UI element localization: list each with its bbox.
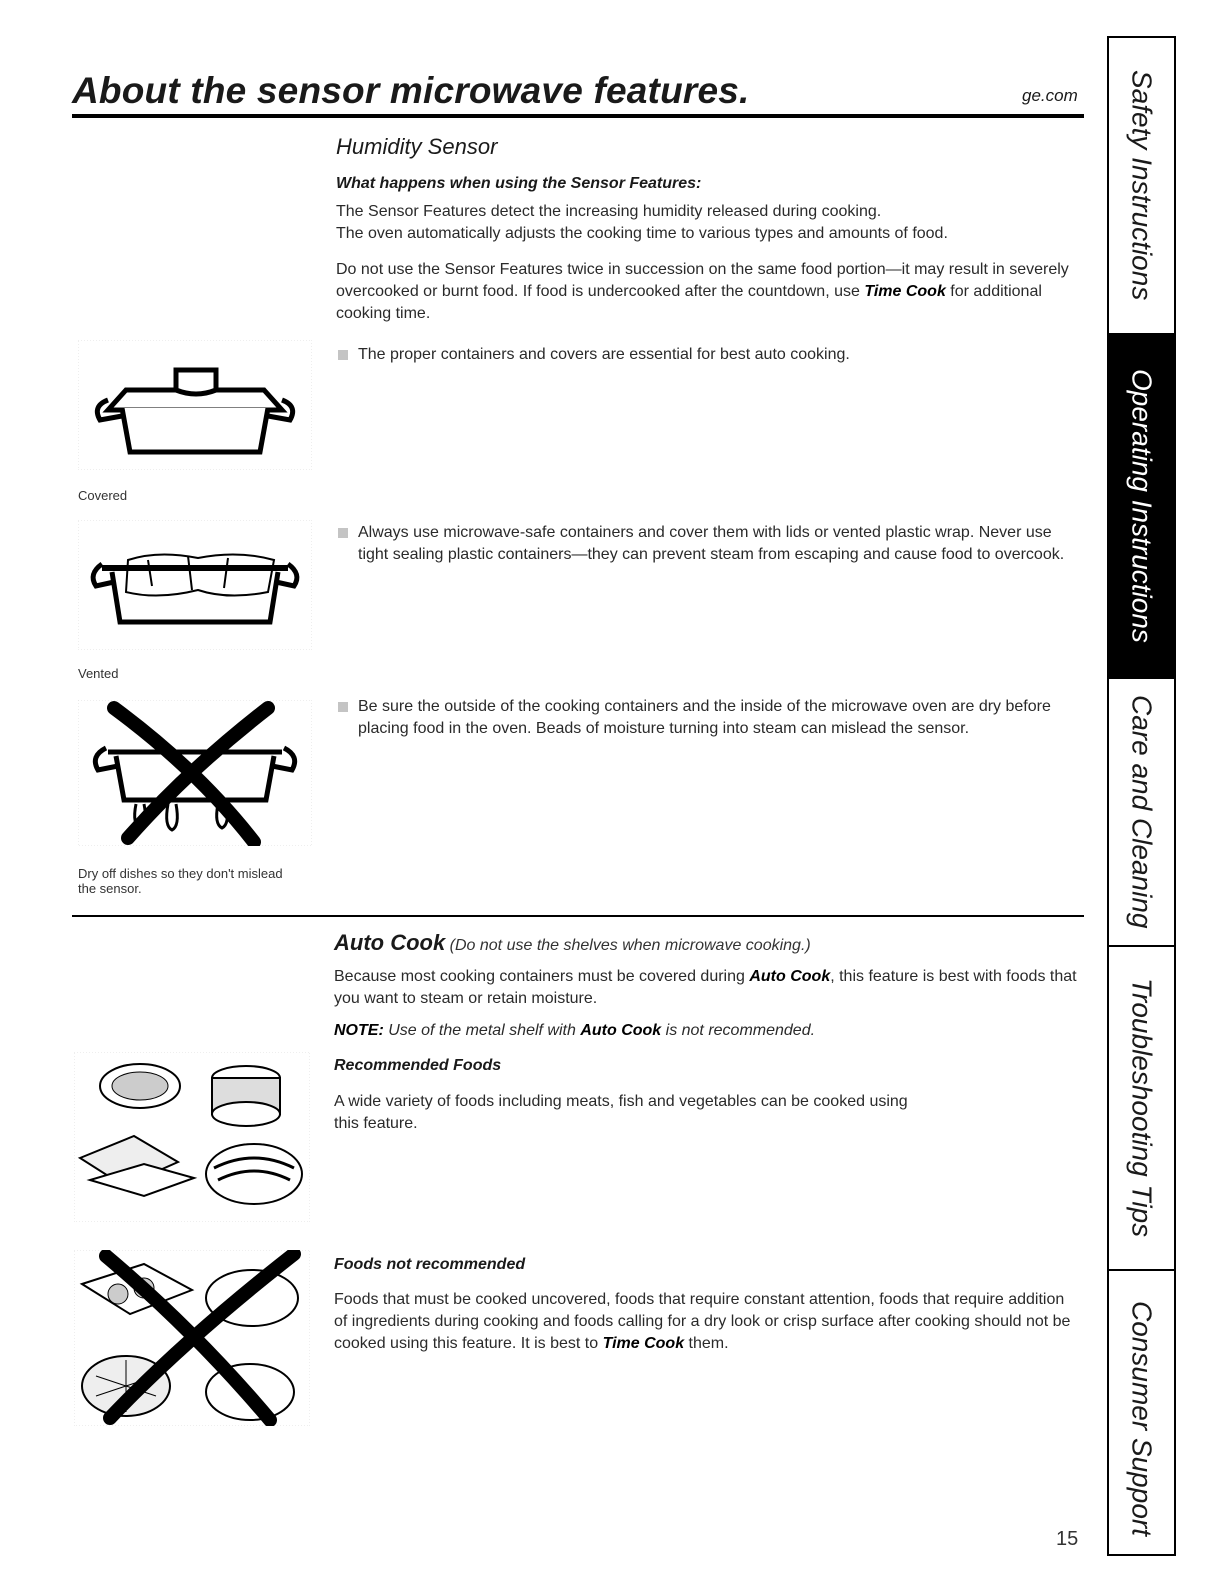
caption-vented: Vented bbox=[78, 666, 119, 681]
bullet-marker bbox=[338, 350, 348, 360]
auto-cook-heading-line bbox=[334, 930, 811, 956]
humidity-sensor-heading: Humidity Sensor bbox=[336, 134, 498, 159]
section-tabs bbox=[1107, 36, 1176, 1556]
auto-cook-heading: Auto Cook bbox=[334, 930, 446, 955]
wet-dish-illustration bbox=[78, 700, 312, 846]
bullet-dry-containers: Be sure the outside of the cooking containers and the inside of the microwave oven are dry before placing food in the oven. Beads of moisture turning into steam can mislead the sensor. bbox=[358, 698, 1051, 737]
tab-care-and-cleaning[interactable]: Care and Cleaning bbox=[1109, 679, 1174, 947]
caption-covered: Covered bbox=[78, 488, 128, 503]
auto-cook-note: NOTE: Use of the metal shelf with Auto Cook is not recommended. bbox=[334, 1022, 816, 1039]
tab-consumer-support[interactable]: Consumer Support bbox=[1126, 1301, 1158, 1537]
page-title: About the sensor microwave features. bbox=[72, 70, 750, 111]
page-number: 15 bbox=[1056, 1528, 1079, 1550]
vented-dish-illustration bbox=[78, 520, 312, 650]
bullet-marker bbox=[338, 528, 348, 538]
section-divider bbox=[72, 915, 1084, 917]
site-url: ge.com bbox=[1022, 86, 1078, 105]
humidity-intro: The Sensor Features detect the increasing humidity released during cooking. The oven automatically adjusts the cooking time to various types and amounts of food. bbox=[336, 203, 948, 242]
not-recommended-foods-illustration bbox=[74, 1250, 310, 1426]
bullet-microwave-safe: Always use microwave-safe containers and cover them with lids or vented plastic wrap. Never use tight sealing plastic containers—they can prevent steam from escaping and cause food to overcook. bbox=[358, 524, 1065, 563]
auto-cook-intro: Because most cooking containers must be covered during Auto Cook, this feature is best with foods that you want to steam or retain moisture. bbox=[334, 968, 1077, 1007]
tab-troubleshooting-tips[interactable]: Troubleshooting Tips bbox=[1109, 947, 1174, 1271]
caption-dry-off: Dry off dishes so they don't mislead the sensor. bbox=[78, 866, 283, 896]
tab-safety-instructions[interactable]: Safety Instructions bbox=[1109, 38, 1174, 335]
auto-cook-heading-note: (Do not use the shelves when microwave cooking.) bbox=[449, 937, 811, 954]
not-recommended-text: Foods that must be cooked uncovered, foods that require constant attention, foods that require addition of ingredients during cooking and foods calling for a dry look or crisp surface after cooking should not be cooked using this feature. It is best to Time Cook them. bbox=[334, 1291, 1071, 1352]
bullet-proper-containers: The proper containers and covers are essential for best auto cooking. bbox=[358, 346, 850, 363]
recommended-foods-heading: Recommended Foods bbox=[334, 1057, 502, 1074]
humidity-warning: Do not use the Sensor Features twice in succession on the same food portion—it may result in severely overcooked or burnt food. If food is undercooked after the countdown, use Time Cook for additional cooking time. bbox=[336, 261, 1069, 322]
recommended-foods-illustration bbox=[74, 1052, 310, 1222]
title-rule bbox=[72, 114, 1084, 118]
bullet-marker bbox=[338, 702, 348, 712]
covered-dish-illustration bbox=[78, 340, 312, 470]
recommended-foods-text: A wide variety of foods including meats, fish and vegetables can be cooked using this feature. bbox=[334, 1093, 908, 1132]
sensor-features-subheading: What happens when using the Sensor Features: bbox=[336, 175, 702, 192]
not-recommended-heading: Foods not recommended bbox=[334, 1256, 526, 1273]
tab-operating-instructions[interactable]: Operating Instructions bbox=[1109, 335, 1174, 679]
